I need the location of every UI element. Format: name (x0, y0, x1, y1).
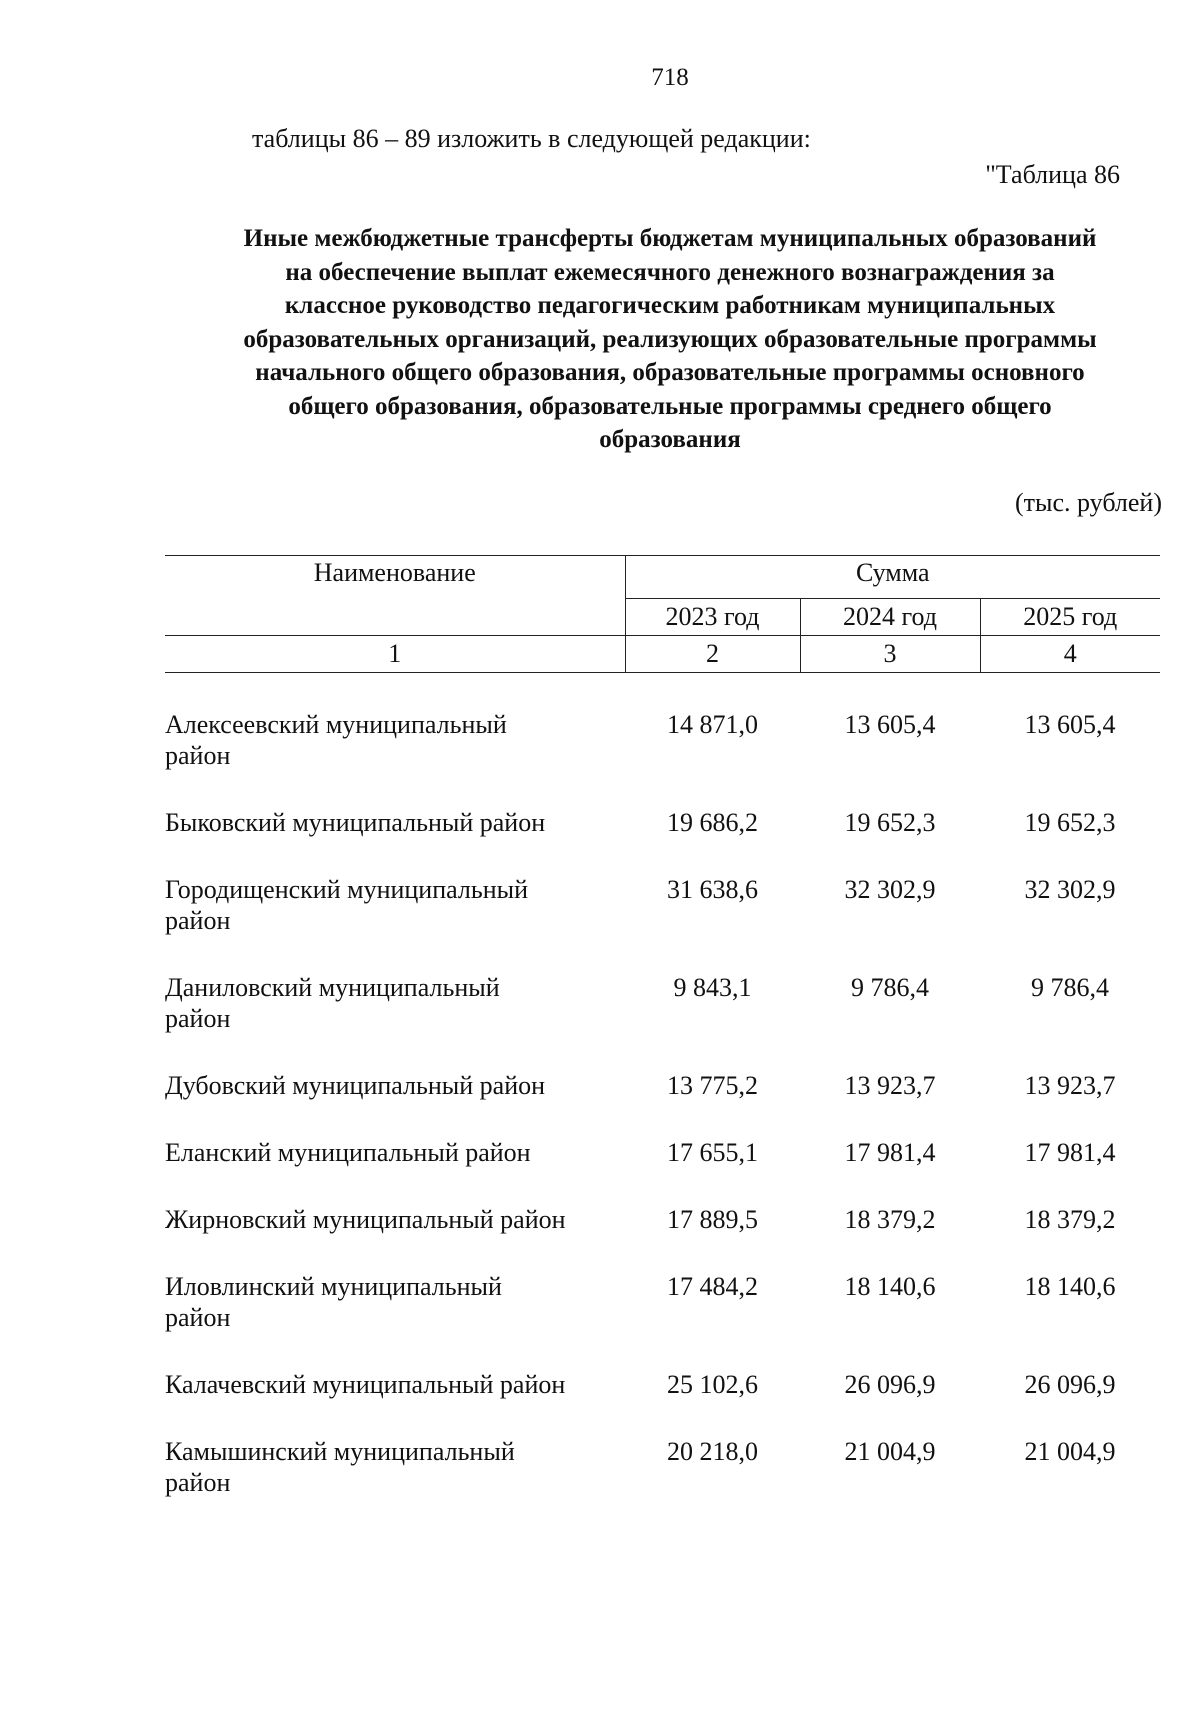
header-col-number: 4 (980, 636, 1160, 673)
row-value-2023: 25 102,6 (667, 1370, 758, 1399)
row-value-2024: 13 923,7 (844, 1071, 936, 1100)
row-value-2024: 13 605,4 (844, 710, 936, 739)
row-name-line: район (165, 1004, 231, 1033)
title-line: Иные межбюджетные трансферты бюджетам муниципальных образований (243, 225, 1097, 252)
title-line: классное руководство педагогическим работникам муниципальных (284, 292, 1056, 319)
row-value-2025: 18 379,2 (1024, 1205, 1116, 1234)
row-value-2025: 21 004,9 (1024, 1437, 1116, 1466)
row-name (165, 1137, 625, 1168)
row-name (165, 807, 625, 838)
row-name-line: район (165, 741, 231, 770)
table-reference: "Таблица 86 (985, 160, 1120, 189)
row-name-line: район (165, 1303, 231, 1332)
row-spacer (165, 771, 1160, 807)
title-line: на обеспечение выплат ежемесячного денежного вознаграждения за (285, 258, 1055, 286)
row-name-line: Иловлинский муниципальный (165, 1272, 502, 1301)
row-value-2024: 17 981,4 (844, 1138, 936, 1167)
row-value-2024: 9 786,4 (851, 973, 929, 1002)
row-value-2025: 32 302,9 (1024, 875, 1116, 904)
header-col-number: 1 (165, 636, 625, 673)
row-name (165, 1204, 625, 1235)
table-row (165, 1204, 1160, 1235)
row-name (165, 1369, 625, 1400)
row-name-line: Алексеевский муниципальный (165, 710, 507, 739)
row-spacer (165, 1333, 1160, 1369)
row-name-line: Калачевский муниципальный район (165, 1370, 566, 1399)
header-col-number: 3 (800, 636, 980, 673)
title-line: образования (599, 426, 741, 453)
row-name-line: район (165, 1468, 231, 1497)
table-header (165, 556, 1160, 673)
row-name-line: Быковский муниципальный район (165, 808, 546, 837)
row-value-2023: 31 638,6 (667, 875, 758, 904)
row-name-line: район (165, 906, 231, 935)
row-name-line: Городищенский муниципальный (165, 875, 529, 904)
row-value-2023: 9 843,1 (673, 973, 752, 1002)
document-title (170, 222, 1170, 457)
row-value-2023: 13 775,2 (667, 1071, 758, 1100)
header-year-2023: 2023 год (625, 599, 800, 636)
table-row (165, 709, 1160, 771)
table-row (165, 1137, 1160, 1168)
row-name (165, 874, 625, 936)
row-name (165, 1436, 625, 1498)
title-line: образовательных организаций, реализующих образовательные программы (243, 325, 1097, 353)
table-row (165, 972, 1160, 1034)
row-value-2025: 18 140,6 (1024, 1272, 1116, 1301)
row-value-2023: 17 889,5 (667, 1205, 758, 1234)
row-value-2024: 26 096,9 (844, 1370, 936, 1399)
row-value-2023: 20 218,0 (667, 1437, 758, 1466)
row-name (165, 709, 625, 771)
row-value-2024: 18 379,2 (844, 1205, 936, 1234)
row-name-line: Дубовский муниципальный район (165, 1071, 546, 1100)
row-name-line: Даниловский муниципальный (165, 973, 500, 1002)
header-sum: Сумма (625, 556, 1160, 599)
title-line: начального общего образования, образовательные программы основного (255, 359, 1085, 386)
table-row (165, 1436, 1160, 1498)
table-row (165, 1271, 1160, 1333)
header-year-2024: 2024 год (800, 599, 980, 636)
transfers-table (165, 555, 1160, 1498)
row-name (165, 1070, 625, 1101)
page-number: 718 (651, 64, 689, 91)
header-name: Наименование (165, 556, 625, 636)
table-row (165, 1070, 1160, 1101)
row-name-line: Еланский муниципальный район (165, 1138, 531, 1167)
header-year-2025: 2025 год (980, 599, 1160, 636)
row-value-2025: 13 923,7 (1024, 1071, 1116, 1100)
row-spacer (165, 838, 1160, 874)
row-name-line: Жирновский муниципальный район (165, 1205, 566, 1234)
title-line: общего образования, образовательные программы среднего общего (288, 392, 1052, 420)
row-value-2023: 14 871,0 (667, 710, 758, 739)
row-spacer (165, 1101, 1160, 1137)
table-row (165, 874, 1160, 936)
row-spacer (165, 1235, 1160, 1271)
header-col-number: 2 (625, 636, 800, 673)
row-name-line: Камышинский муниципальный (165, 1437, 515, 1466)
row-value-2023: 17 484,2 (667, 1272, 758, 1301)
row-spacer (165, 673, 1160, 710)
row-value-2024: 19 652,3 (844, 808, 936, 837)
intro-text: таблицы 86 – 89 изложить в следующей редакции: (252, 124, 811, 153)
row-spacer (165, 1168, 1160, 1204)
row-spacer (165, 1034, 1160, 1070)
row-value-2025: 19 652,3 (1024, 808, 1116, 837)
row-value-2024: 18 140,6 (844, 1272, 936, 1301)
row-value-2023: 17 655,1 (667, 1138, 758, 1167)
row-value-2023: 19 686,2 (667, 808, 758, 837)
table-row (165, 807, 1160, 838)
row-name (165, 1271, 625, 1333)
row-value-2025: 13 605,4 (1024, 710, 1116, 739)
row-value-2024: 21 004,9 (844, 1437, 936, 1466)
row-value-2025: 26 096,9 (1024, 1370, 1116, 1399)
row-value-2025: 9 786,4 (1031, 973, 1109, 1002)
units-label: (тыс. рублей) (1014, 488, 1162, 517)
table-row (165, 1369, 1160, 1400)
row-value-2025: 17 981,4 (1024, 1138, 1116, 1167)
row-spacer (165, 1400, 1160, 1436)
row-spacer (165, 936, 1160, 972)
table-body (165, 673, 1160, 1499)
row-value-2024: 32 302,9 (844, 875, 936, 904)
row-name (165, 972, 625, 1034)
